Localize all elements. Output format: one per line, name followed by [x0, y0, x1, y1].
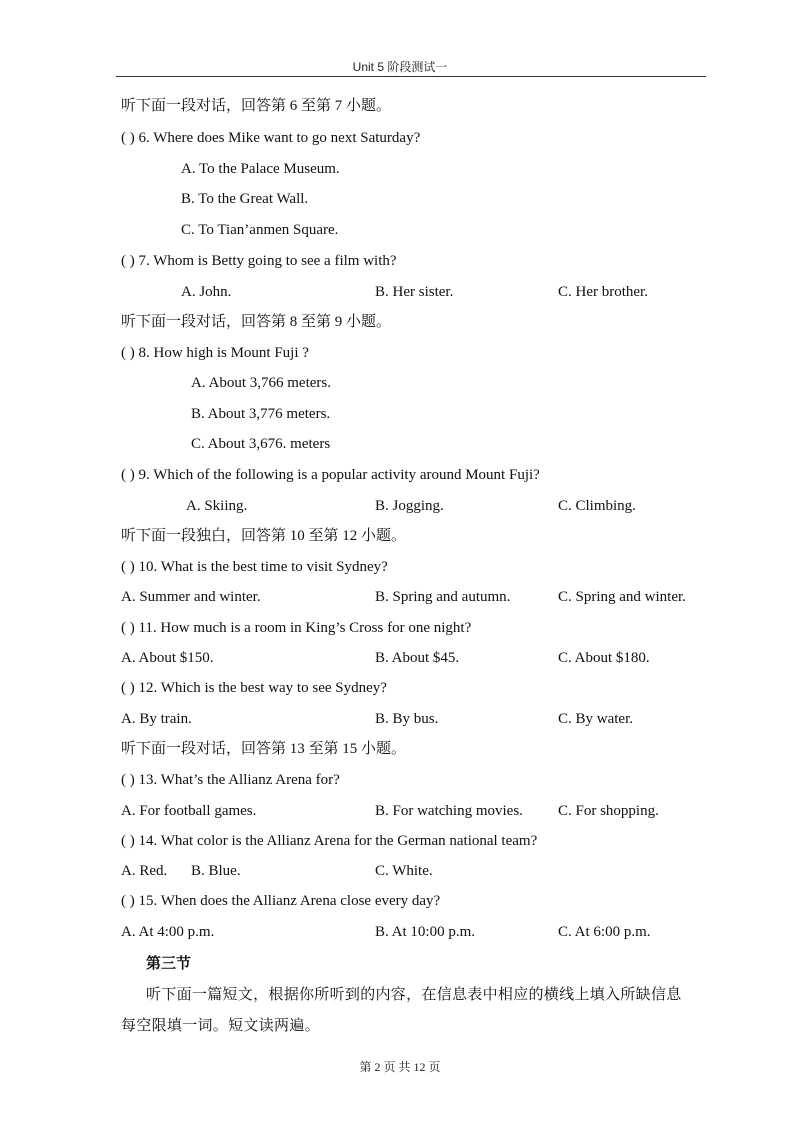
text-line: C. White. — [375, 863, 433, 879]
text-line: C. For shopping. — [558, 803, 659, 819]
text-line: C. Climbing. — [558, 498, 636, 514]
text-line: A. By train. — [121, 711, 192, 727]
text-line: 听下面一段对话，回答第 8 至第 9 小题。 — [121, 314, 392, 330]
text-line: A. For football games. — [121, 803, 257, 819]
text-line: C. About 3,676. meters — [191, 436, 331, 452]
text-line: 听下面一段对话，回答第 13 至第 15 小题。 — [121, 741, 407, 757]
section-heading: 第三节 — [146, 954, 192, 972]
text-line: ( ) 11. How much is a room in King’s Cross for one night? — [121, 620, 472, 636]
text-line: B. For watching movies. — [375, 803, 523, 819]
text-line: ( ) 6. Where does Mike want to go next Saturday? — [121, 130, 421, 146]
text-line: B. By bus. — [375, 711, 439, 727]
text-line: A. Skiing. — [186, 498, 248, 514]
text-line: C. Spring and winter. — [558, 589, 686, 605]
text-line: B. Her sister. — [375, 284, 454, 300]
text-line: A. About $150. — [121, 650, 214, 666]
text-line: A. About 3,766 meters. — [191, 375, 331, 391]
text-line: B. Spring and autumn. — [375, 589, 511, 605]
text-line: C. At 6:00 p.m. — [558, 924, 651, 940]
text-line: ( ) 13. What’s the Allianz Arena for? — [121, 772, 340, 788]
text-line: A. Red. — [121, 863, 168, 879]
text-line: ( ) 9. Which of the following is a popular activity around Mount Fuji? — [121, 467, 540, 483]
header-rule — [116, 76, 706, 77]
section-instruction-line-2: 每空限填一词。短文读两遍。 — [121, 1018, 320, 1034]
text-line: A. Summer and winter. — [121, 589, 261, 605]
text-line: B. Blue. — [191, 863, 241, 879]
text-line: ( ) 14. What color is the Allianz Arena for the German national team? — [121, 833, 538, 849]
page-footer: 第 2 页 共 12 页 — [359, 1060, 441, 1074]
text-line: B. About $45. — [375, 650, 460, 666]
text-line: ( ) 8. How high is Mount Fuji ? — [121, 345, 309, 361]
text-line: C. By water. — [558, 711, 633, 727]
text-line: A. At 4:00 p.m. — [121, 924, 215, 940]
text-line: ( ) 15. When does the Allianz Arena close every day? — [121, 893, 441, 909]
text-line: 听下面一段对话，回答第 6 至第 7 小题。 — [121, 98, 392, 114]
text-line: C. Her brother. — [558, 284, 648, 300]
text-line: B. Jogging. — [375, 498, 444, 514]
text-line: C. About $180. — [558, 650, 650, 666]
text-line: A. To the Palace Museum. — [181, 161, 340, 177]
text-line: ( ) 10. What is the best time to visit Sydney? — [121, 559, 388, 575]
text-line: B. About 3,776 meters. — [191, 406, 331, 422]
text-line: ( ) 12. Which is the best way to see Sydney? — [121, 680, 387, 696]
page-header: Unit 5 阶段测试一 — [352, 60, 448, 74]
text-line: C. To Tian’anmen Square. — [181, 222, 339, 238]
text-line: B. To the Great Wall. — [181, 191, 309, 207]
section-instruction-line-1: 听下面一篇短文，根据你所听到的内容，在信息表中相应的横线上填入所缺信息 — [146, 987, 682, 1003]
text-line: 听下面一段独白，回答第 10 至第 12 小题。 — [121, 528, 407, 544]
text-line: A. John. — [181, 284, 232, 300]
text-line: ( ) 7. Whom is Betty going to see a film with? — [121, 253, 397, 269]
text-line: B. At 10:00 p.m. — [375, 924, 476, 940]
